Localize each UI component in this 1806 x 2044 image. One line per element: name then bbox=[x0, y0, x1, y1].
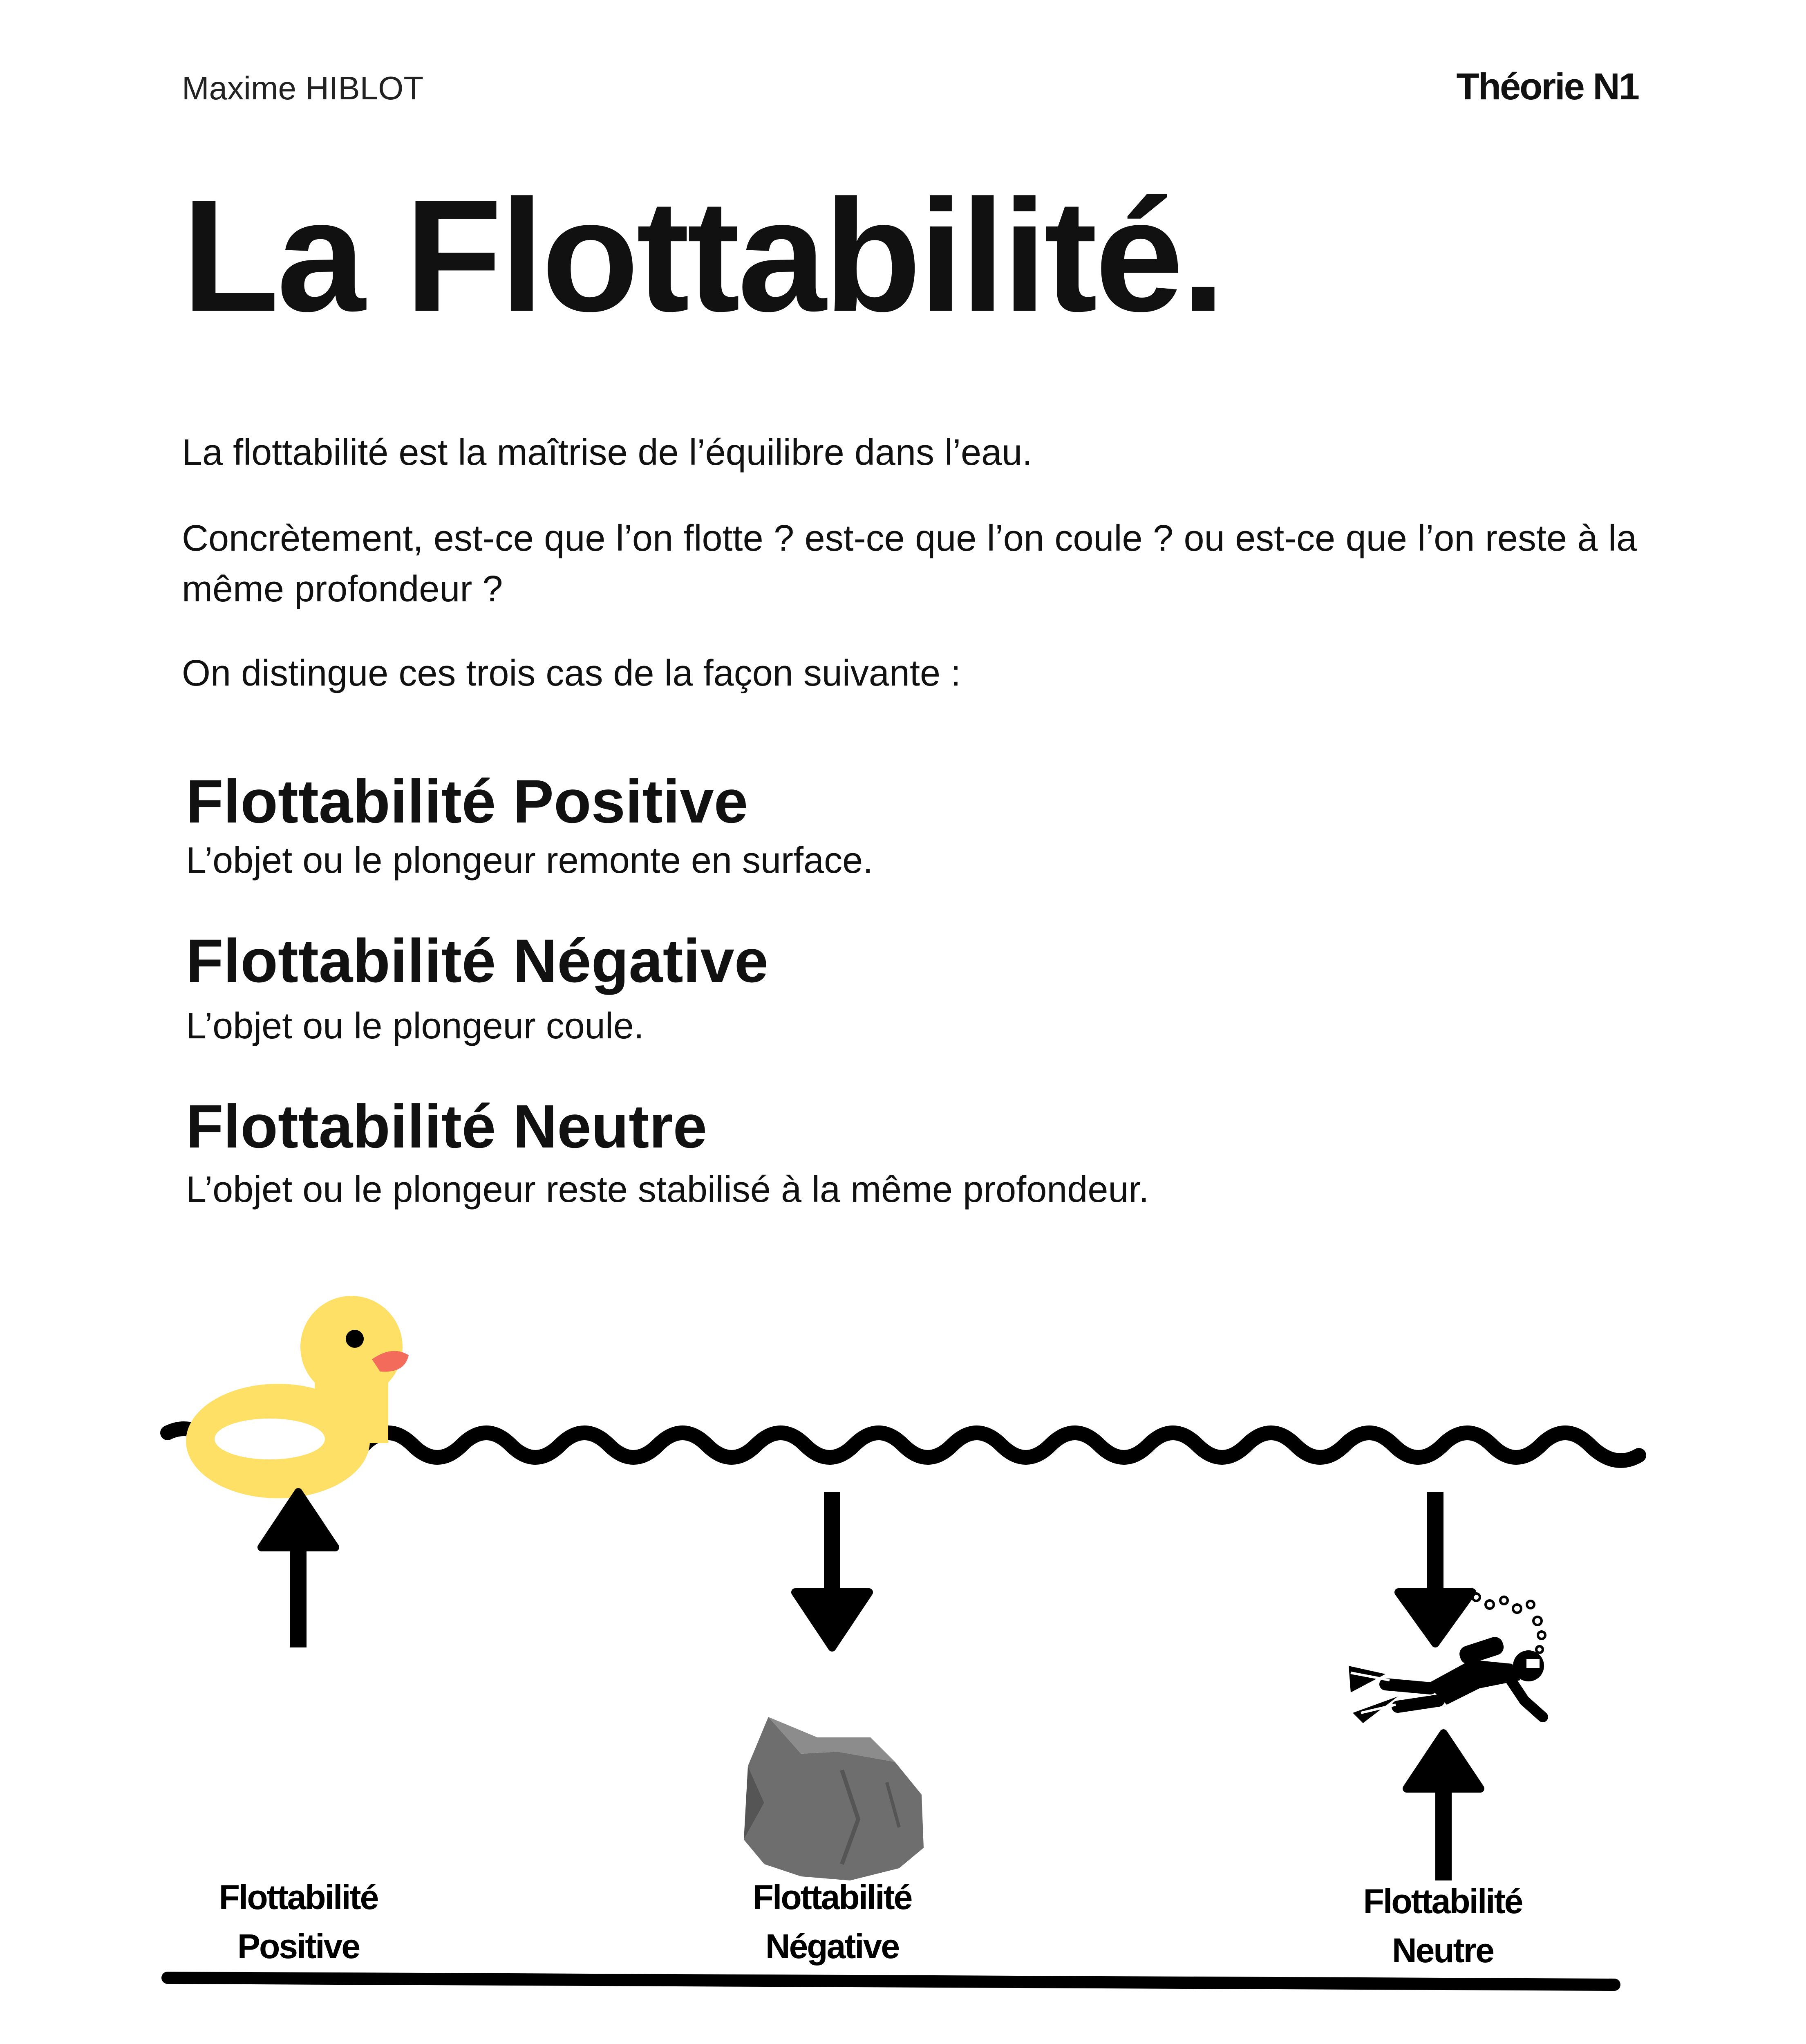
arrow-up-icon bbox=[262, 1492, 335, 1647]
intro-paragraph-3: On distingue ces trois cas de la façon suivante : bbox=[182, 653, 961, 694]
case-description-positive: L’objet ou le plongeur remonte en surface. bbox=[186, 840, 873, 881]
diagram-label-positive-line1: Flottabilité bbox=[219, 1878, 378, 1916]
intro-paragraph-1: La flottabilité est la maîtrise de l’équilibre dans l’eau. bbox=[182, 432, 1033, 473]
diagram-label-positive-line2: Positive bbox=[237, 1927, 360, 1966]
sea-floor-line bbox=[168, 1978, 1614, 1985]
diagram-label-negative-line1: Flottabilité bbox=[752, 1878, 912, 1916]
case-heading-positive: Flottabilité Positive bbox=[186, 767, 748, 836]
rock-icon bbox=[744, 1717, 924, 1880]
diagram-label-negative-line2: Négative bbox=[765, 1927, 899, 1966]
arrow-down-icon bbox=[795, 1492, 869, 1647]
arrow-up-icon bbox=[1407, 1733, 1480, 1880]
author-name: Maxime HIBLOT bbox=[182, 70, 424, 106]
arrow-down-icon bbox=[1399, 1492, 1472, 1643]
case-heading-neutral: Flottabilité Neutre bbox=[186, 1092, 707, 1161]
case-description-negative: L’objet ou le plongeur coule. bbox=[186, 1006, 644, 1047]
page-title: La Flottabilité. bbox=[182, 166, 1223, 345]
rubber-duck-float-icon bbox=[186, 1296, 409, 1498]
intro-paragraph-2: Concrètement, est-ce que l’on flotte ? est-ce que l’on coule ? ou est-ce que l’on reste à la même profondeur ? bbox=[182, 518, 1637, 610]
diagram-label-neutral-line1: Flottabilité bbox=[1363, 1882, 1522, 1921]
section-tag: Théorie N1 bbox=[1456, 66, 1638, 108]
diagram-label-neutral-line2: Neutre bbox=[1392, 1931, 1494, 1970]
buoyancy-diagram bbox=[0, 1267, 1806, 2024]
case-description-neutral: L’objet ou le plongeur reste stabilisé à la même profondeur. bbox=[186, 1169, 1149, 1210]
case-heading-negative: Flottabilité Négative bbox=[186, 926, 769, 995]
